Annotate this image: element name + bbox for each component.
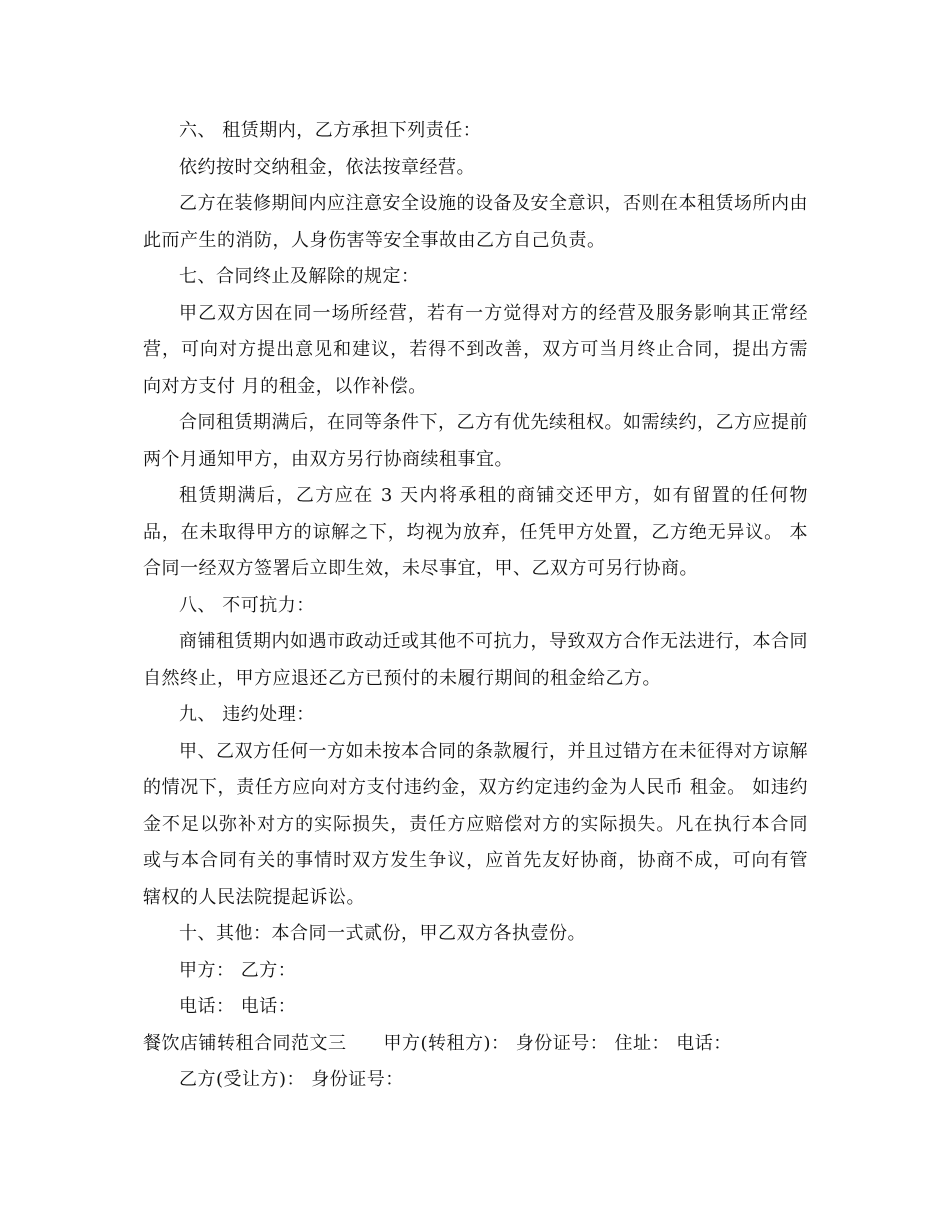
paragraph: 合同租赁期满后，在同等条件下，乙方有优先续租权。如需续约，乙方应提前两个月通知甲方，由双方另行协商续租事宜。 (143, 412, 808, 470)
section-10-heading: 十、其他：本合同一式贰份，甲乙双方各执壹份。 (179, 923, 586, 944)
contract-three-title-line: 餐饮店铺转租合同范文三 甲方(转租方)： 身份证号： 住址： 电话： (143, 1032, 732, 1054)
paragraph: 甲乙双方因在同一场所经营，若有一方觉得对方的经营及服务影响其正常经营，可向对方提出意见和建议，若得不到改善，双方可当月终止合同，提出方需向对方支付 月的租金，以作补偿。 (143, 302, 808, 397)
transferee-line: 乙方(受让方)： 身份证号： (179, 1069, 404, 1090)
paragraph: 依约按时交纳租金，依法按章经营。 (179, 156, 475, 178)
paragraph: 甲、乙双方任何一方如未按本合同的条款履行，并且过错方在未征得对方谅解的情况下，责任方应向对方支付违约金，双方约定违约金为人民币 租金。 如违约金不足以弥补对方的实际损失，责任方应赔偿对方的实际损失。凡在执行本合同或与本合同有关的事情时双方发生争议，应首先友好协商，协商不成，可向有管辖权的人民法院提起诉讼。 (143, 740, 808, 908)
section-8-heading: 八、 不可抗力： (179, 594, 315, 616)
section-6-heading: 六、 租赁期内，乙方承担下列责任： (179, 120, 482, 141)
paragraph: 租赁期满后，乙方应在 3 天内将承租的商铺交还甲方，如有留置的任何物品，在未取得甲方的谅解之下，均视为放弃，任凭甲方处置，乙方绝无异议。 本合同一经双方签署后立即生效，未尽事宜，甲、乙双方可另行协商。 (143, 485, 808, 579)
paragraph: 商铺租赁期内如遇市政动迁或其他不可抗力，导致双方合作无法进行，本合同自然终止，甲方应退还乙方已预付的未履行期间的租金给乙方。 (143, 631, 808, 689)
paragraph: 乙方在装修期间内应注意安全设施的设备及安全意识，否则在本租赁场所内由此而产生的消防，人身伤害等安全事故由乙方自己负责。 (143, 193, 808, 251)
section-9-heading: 九、 违约处理： (179, 704, 315, 725)
document-body (143, 113, 808, 1099)
signature-parties-line: 甲方： 乙方： (179, 959, 297, 981)
phone-line: 电话： 电话： (179, 996, 297, 1017)
section-7-heading: 七、合同终止及解除的规定： (179, 266, 420, 287)
